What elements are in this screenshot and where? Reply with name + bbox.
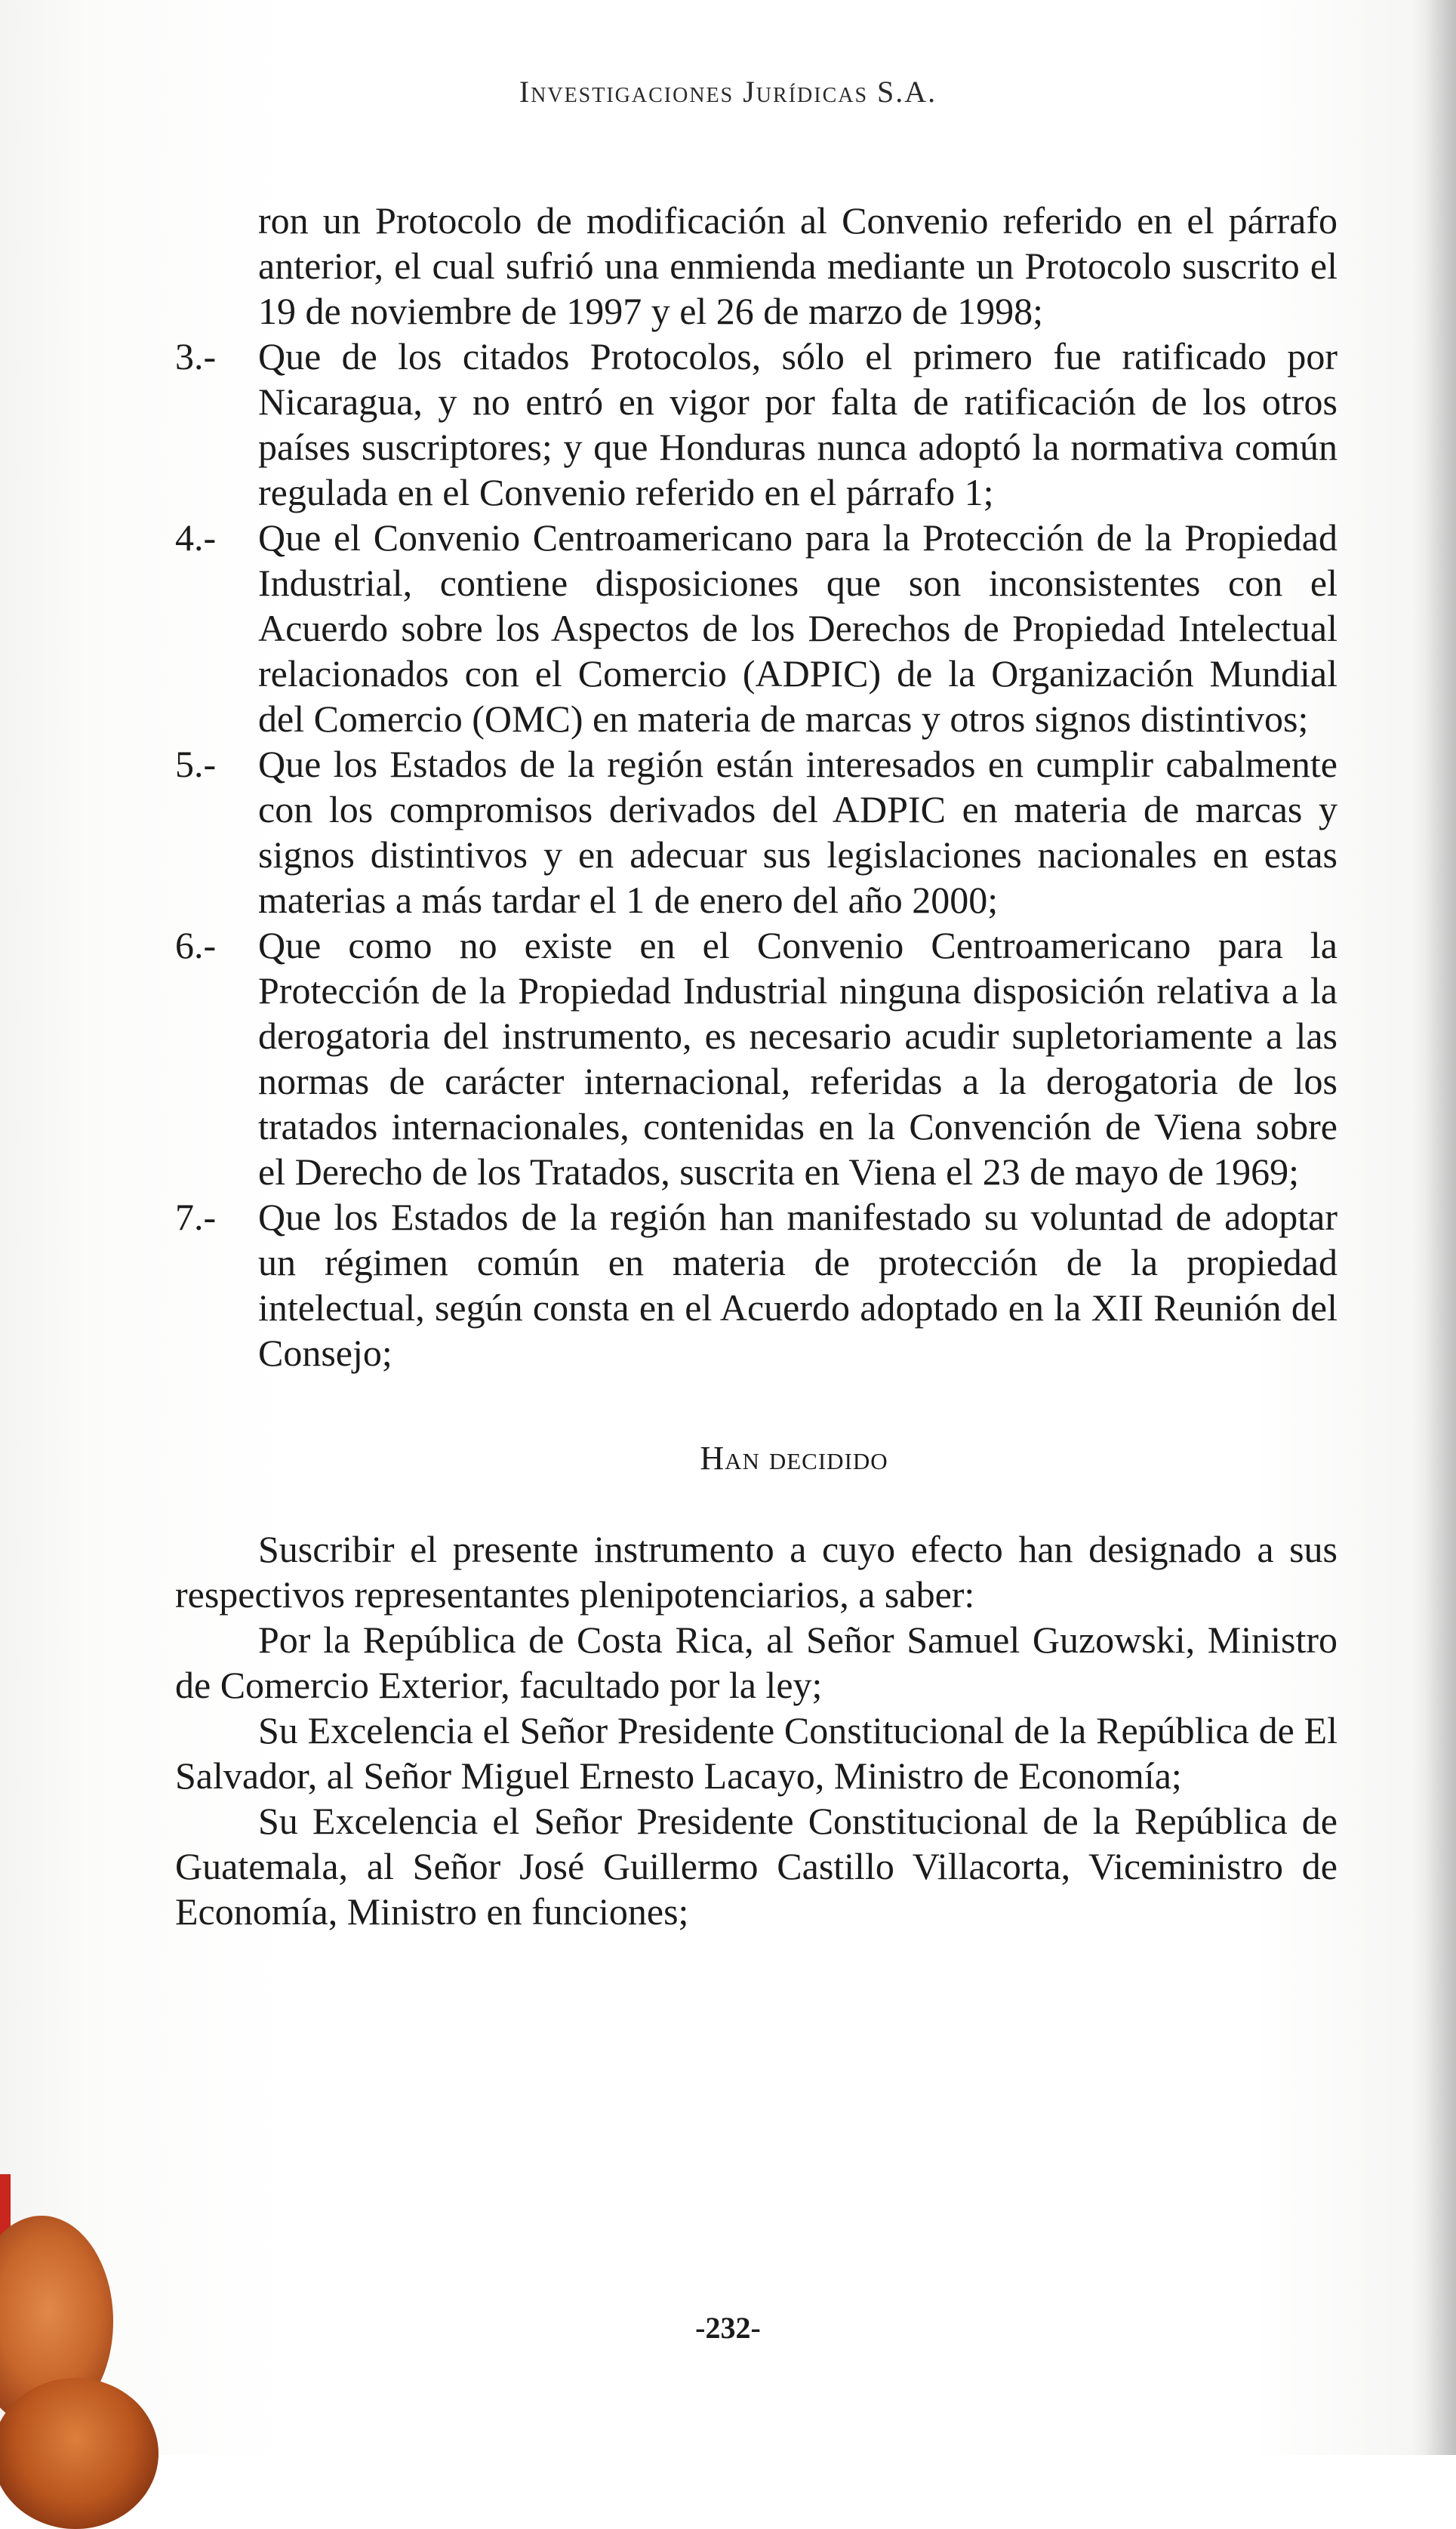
body-paragraph: Su Excelencia el Señor Presidente Constitucional de la República de El Salvador, al Señor Miguel Ernesto Lacayo, Ministro de Economía;: [175, 1709, 1337, 1797]
page-edge-shadow: [1426, 0, 1456, 2455]
item-number: 5.-: [175, 743, 217, 785]
body-paragraph: Por la República de Costa Rica, al Señor Samuel Guzowski, Ministro de Comercio Exterior, facultado por la ley;: [175, 1619, 1337, 1706]
item-text: Que de los citados Protocolos, sólo el primero fue ratificado por Nicaragua, y no entró en vigor por falta de ratificación de los otros países suscriptores; y que Honduras nunca adoptó la normativa común regulada en el Convenio referido en el párrafo 1;: [258, 335, 1337, 513]
list-item: [175, 923, 1337, 1194]
body-paragraph: Suscribir el presente instrumento a cuyo efecto han designado a sus respectivos representantes plenipotenciarios, a saber:: [175, 1528, 1337, 1616]
continuation-paragraph: [175, 198, 1337, 334]
item-number: 4.-: [175, 516, 217, 559]
item-text: Que el Convenio Centroamericano para la Protección de la Propiedad Industrial, contiene disposiciones que son inconsistentes con el Acuerdo sobre los Aspectos de los Derechos de Propiedad Intelectual relacionados con el Comercio (ADPIC) de la Organización Mundial del Comercio (OMC) en materia de marcas y otros signos distintivos;: [258, 516, 1337, 740]
item-number: 7.-: [175, 1196, 217, 1238]
item-number: 6.-: [175, 924, 217, 966]
page-body: [175, 198, 1337, 1934]
section-heading: Han decidido: [700, 1440, 888, 1477]
running-header: Investigaciones Jurídicas S.A.: [519, 75, 937, 109]
finger-thumb-bottom: [0, 2378, 159, 2529]
list-item: [175, 334, 1337, 515]
item-number: 3.-: [175, 335, 217, 377]
item-text: Que como no existe en el Convenio Centroamericano para la Protección de la Propiedad Industrial ninguna disposición relativa a la derogatoria del instrumento, es necesario acudir supletoriamente a las normas de carácter internacional, referidas a la derogatoria de los tratados internacionales, contenidas en la Convención de Viena sobre el Derecho de los Tratados, suscrita en Viena el 23 de mayo de 1969;: [258, 924, 1337, 1193]
item-text: Que los Estados de la región han manifestado su voluntad de adoptar un régimen común en materia de protección de la propiedad intelectual, según consta en el Acuerdo adoptado en la XII Reunión del Consejo;: [258, 1196, 1337, 1374]
list-item: [175, 515, 1337, 741]
list-item: [175, 1194, 1337, 1375]
item-text: Que los Estados de la región están interesados en cumplir cabalmente con los compromisos derivados del ADPIC en materia de marcas y signos distintivos y en adecuar sus legislaciones nacionales en estas materias a más tardar el 1 de enero del año 2000;: [258, 743, 1337, 921]
list-item: [175, 741, 1337, 923]
page-number: -232-: [695, 2311, 761, 2345]
body-paragraph: Su Excelencia el Señor Presidente Constitucional de la República de Guatemala, al Señor José Guillermo Castillo Villacorta, Viceministro de Economía, Ministro en funciones;: [175, 1800, 1337, 1933]
continuation-text: ron un Protocolo de modificación al Convenio referido en el párrafo anterior, el cual sufrió una enmienda mediante un Protocolo suscrito el 19 de noviembre de 1997 y el 26 de marzo de 1998;: [258, 199, 1337, 332]
